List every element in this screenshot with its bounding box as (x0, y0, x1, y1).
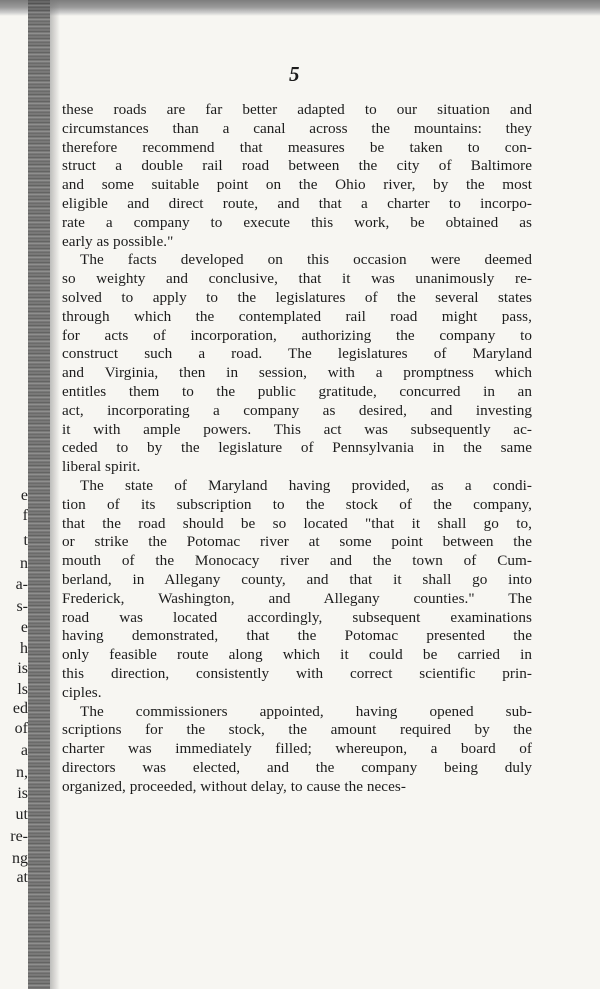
text-line: circumstances than a canal across the mountains: they (62, 119, 532, 137)
text-line: act, incorporating a company as desired, and investing (62, 401, 532, 419)
scan-top-edge (0, 0, 600, 16)
text-line: Frederick, Washington, and Allegany counties." The (62, 589, 532, 607)
text-line: construct such a road. The legislatures of Maryland (62, 345, 532, 363)
facing-page-fragment: a- (15, 576, 28, 593)
facing-page-fragment: at (16, 869, 28, 886)
book-gutter (28, 0, 50, 989)
facing-page-fragment: n, (16, 764, 28, 781)
text-line: it with ample powers. This act was subsequently ac- (62, 420, 532, 438)
facing-page-fragment: is (17, 660, 28, 677)
paragraph (62, 101, 532, 251)
paragraph (62, 703, 532, 797)
text-line: The state of Maryland having provided, as a condi- (80, 476, 532, 494)
facing-page-fragment: a (20, 742, 28, 759)
text-line: liberal spirit. (62, 458, 141, 476)
text-line: these roads are far better adapted to our situation and (62, 101, 532, 118)
text-line: eligible and direct route, and that a charter to incorpo- (62, 194, 532, 212)
facing-page-fragment: t (23, 532, 28, 549)
text-line: for acts of incorporation, authorizing the company to (62, 326, 532, 344)
facing-page-fragment: of (14, 720, 28, 737)
gutter-shadow (50, 0, 60, 989)
facing-page-fragment: e (20, 487, 28, 504)
text-line: ceded to by the legislature of Pennsylvania in the same (62, 439, 532, 457)
paragraph (62, 251, 532, 477)
text-line: The commissioners appointed, having opened sub- (80, 702, 532, 720)
facing-page-fragment: ed (12, 700, 28, 717)
facing-page-fragment: s- (16, 598, 28, 615)
facing-page-fragments (0, 0, 28, 989)
paragraph (62, 477, 532, 703)
text-line: or strike the Potomac river at some point between the (62, 533, 532, 551)
facing-page-fragment: h (20, 640, 28, 657)
text-line: entitles them to the public gratitude, concurred in an (62, 382, 532, 400)
text-line: organized, proceeded, without delay, to cause the neces- (62, 777, 406, 795)
text-line: having demonstrated, that the Potomac presented the (62, 627, 532, 645)
text-line: The facts developed on this occasion were deemed (80, 251, 532, 269)
text-line: therefore recommend that measures be taken to con- (62, 138, 532, 156)
text-line: so weighty and conclusive, that it was unanimously re- (62, 270, 532, 288)
facing-page-fragment: ut (15, 806, 28, 823)
text-line: scriptions for the stock, the amount required by the (62, 721, 532, 739)
text-line: this direction, consistently with correct scientific prin- (62, 664, 532, 682)
facing-page-fragment: n (20, 555, 28, 572)
facing-page-fragment: re- (10, 828, 28, 845)
facing-page-fragment: e (20, 619, 28, 636)
text-line: tion of its subscription to the stock of the company, (62, 495, 532, 513)
text-line: struct a double rail road between the city of Baltimore (62, 157, 532, 175)
page-number: 5 (289, 62, 300, 86)
text-line: charter was immediately filled; whereupon, a board of (62, 740, 532, 758)
text-line: that the road should be so located "that it shall go to, (62, 514, 532, 532)
facing-page-fragment: ls (17, 681, 28, 698)
text-line: and some suitable point on the Ohio river, by the most (62, 176, 532, 194)
facing-page-fragment: is (17, 785, 28, 802)
facing-page-fragment: f (22, 507, 28, 524)
text-line: through which the contemplated rail road might pass, (62, 307, 532, 325)
text-line: mouth of the Monocacy river and the town of Cum- (62, 552, 532, 570)
text-line: rate a company to execute this work, be obtained as (62, 213, 532, 231)
text-line: solved to apply to the legislatures of the several states (62, 288, 532, 306)
text-line: early as possible." (62, 232, 174, 250)
text-line: only feasible route along which it could be carried in (62, 646, 532, 664)
page-body (62, 101, 532, 796)
text-line: road was located accordingly, subsequent examinations (62, 608, 532, 626)
text-line: directors was elected, and the company being duly (62, 758, 532, 776)
text-line: berland, in Allegany county, and that it shall go into (62, 570, 532, 588)
text-line: ciples. (62, 683, 102, 701)
facing-page-fragment: ng (12, 850, 28, 867)
text-line: and Virginia, then in session, with a promptness which (62, 364, 532, 382)
